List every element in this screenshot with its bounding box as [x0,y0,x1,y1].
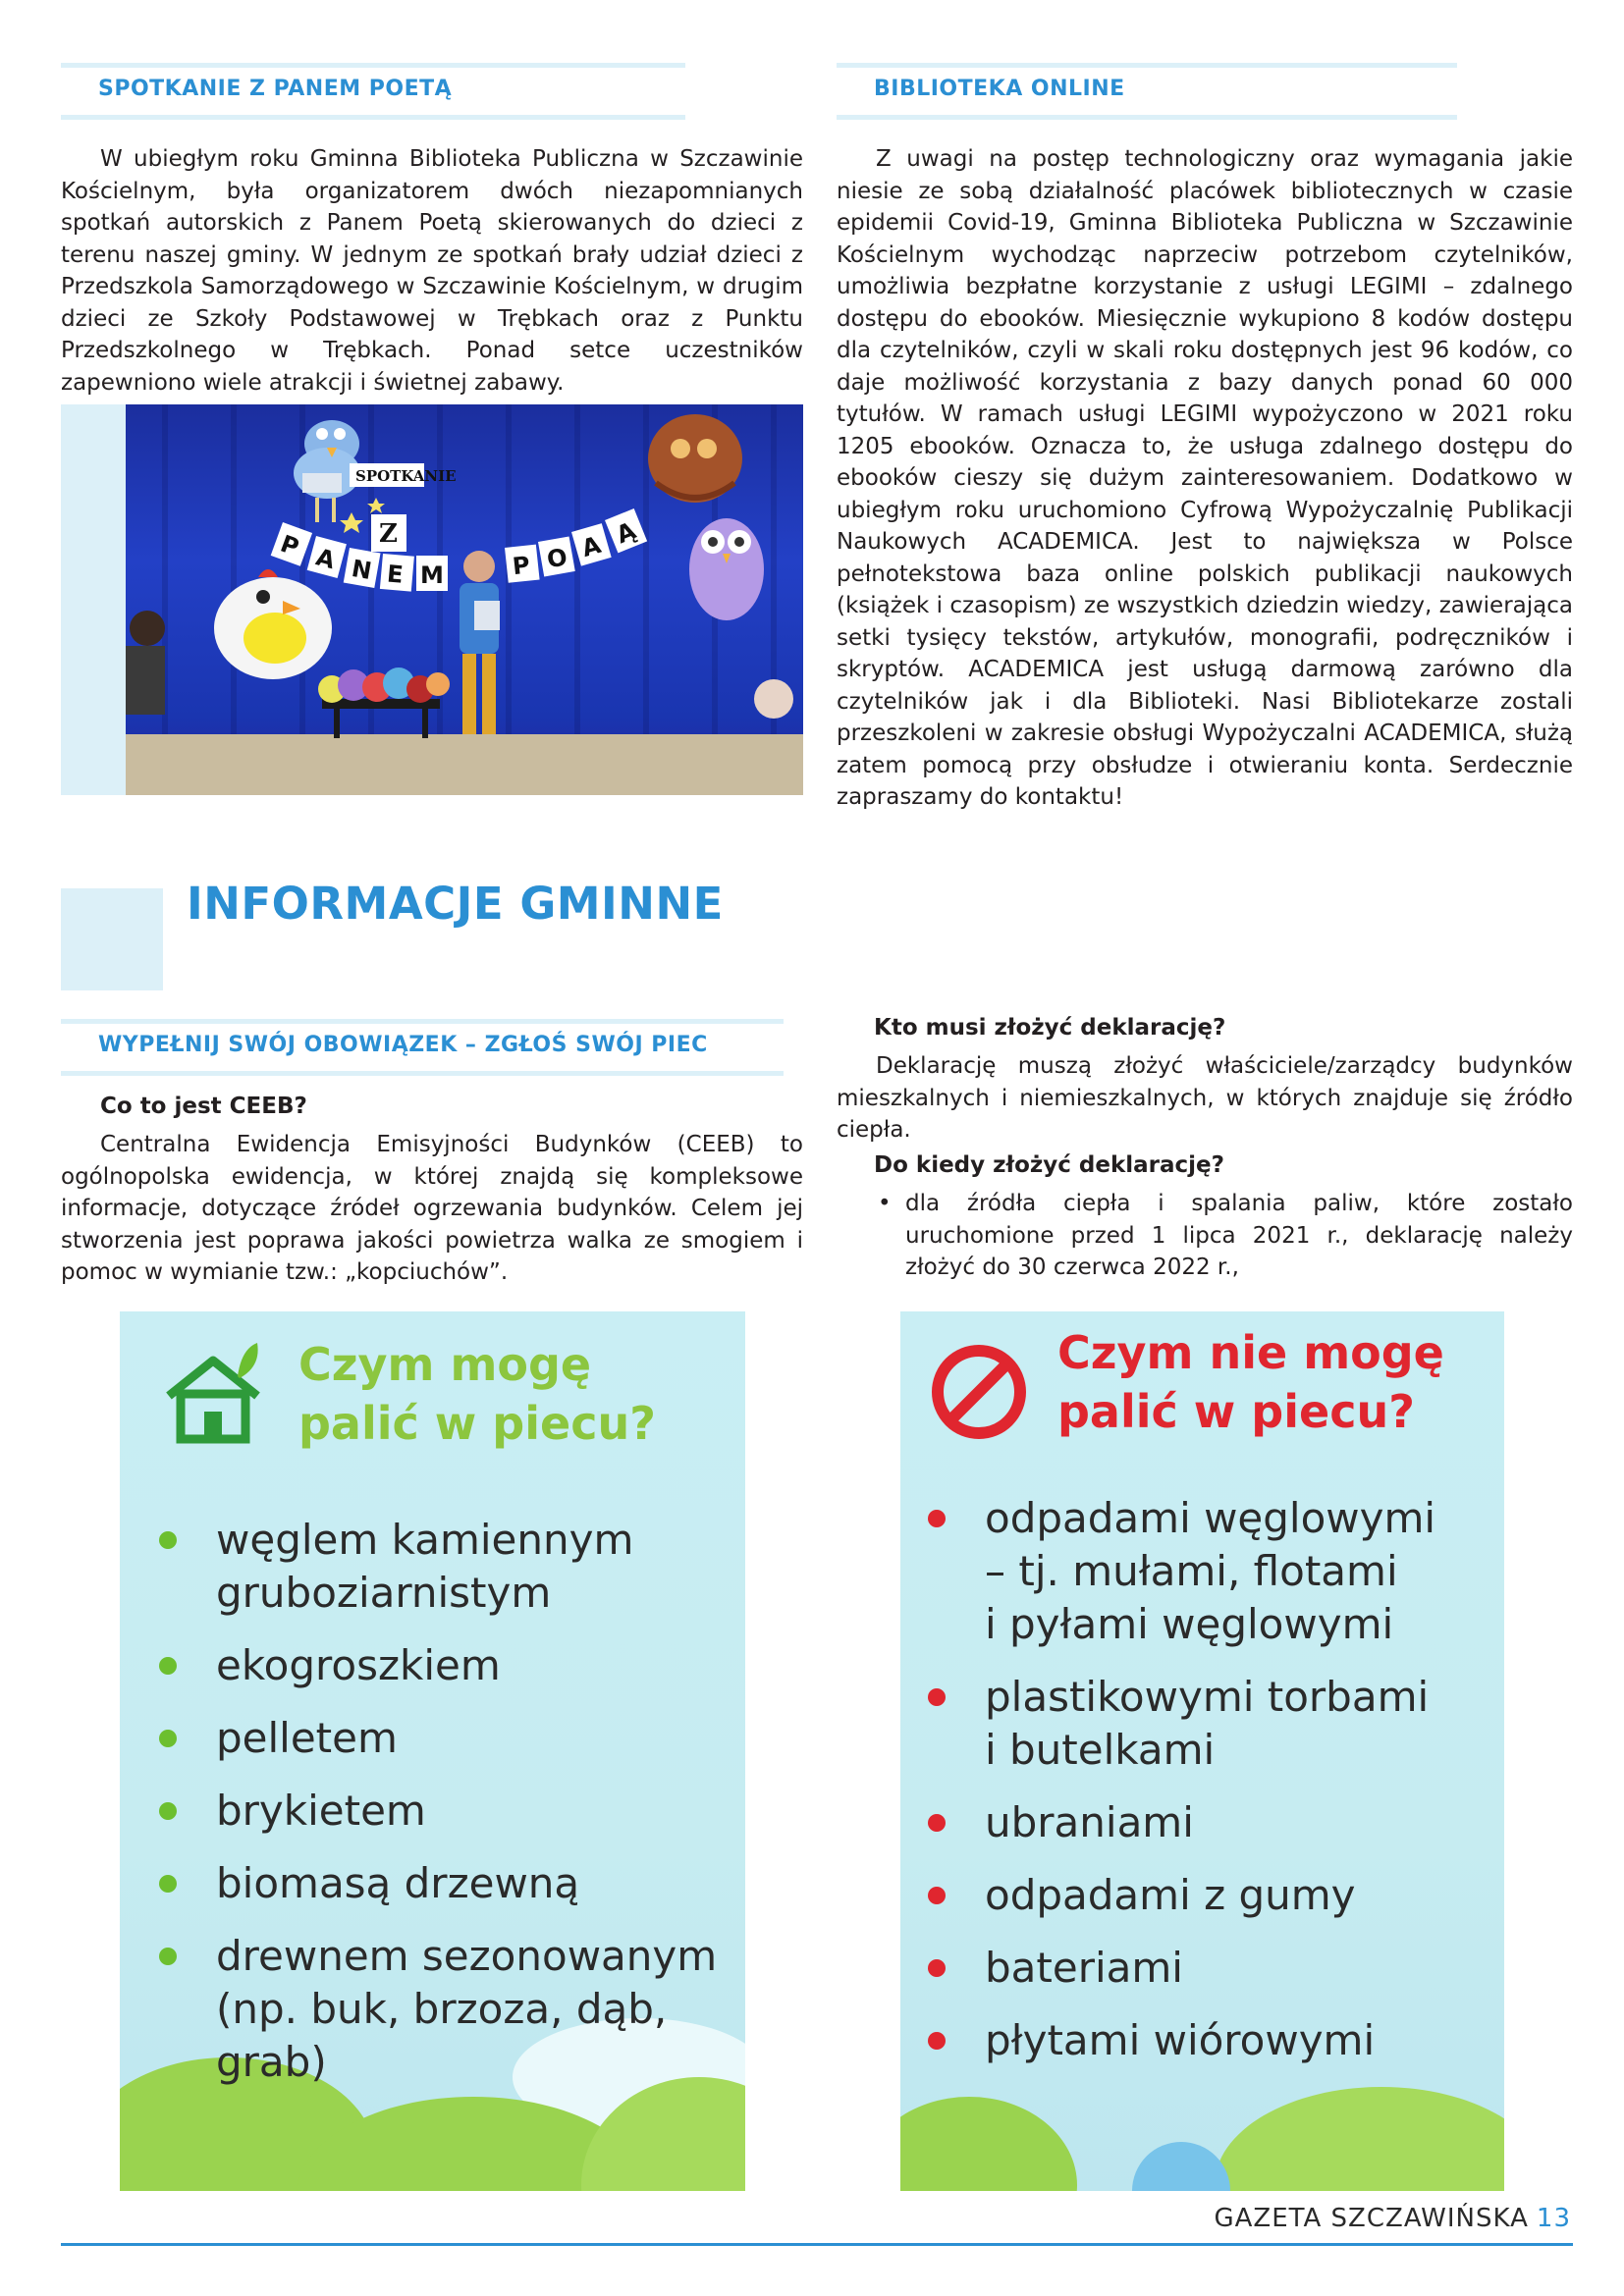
cannot-burn-list [928,1492,1497,2087]
bullet-dot [928,1510,946,1527]
can-burn-infographic [120,1311,745,2191]
photo-scene [126,404,803,795]
article-biblioteka-text: Z uwagi na postęp technologiczny oraz wymagania jakie niesie ze sobą działalność placówek bibliotecznych w czasie epidemii Covid-19, Gminna Biblioteka Publiczna w Szczawinie Kościelnym wychodząc naprzeciw potrzebom czytelników, umożliwia bezpłatne korzystanie z usługi LEGIMI – zdalnego dostępu do ebooków. Miesięcznie wykupiono 8 kodów dostępu dla czytelników, czyli w skali roku dostępnych jest 96 kodów, co daje możliwość korzystania z bazy danych ponad 60 000 tytułów. W ramach usługi LEGIMI wypożyczono w 2021 roku 1205 ebooków. Oznacza to, że usługa zdalnego dostępu do ebooków cieszy się dużym zainteresowaniem. Dodatkowo w ubiegłym roku uruchomiono Cyfrową Wypożyczalnię Publikacji Naukowych ACADEMICA. Jest to największa w Polsce pełnotekstowa baza online polskich publikacji naukowych (książek i czasopism) ze wszystkich dziedzin wiedzy, zawierająca setki tysięcy tekstów, artykułów, monografii, podręczników i skryptów. ACADEMICA jest usługą darmową zarówno dla czytelników jak i dla Biblioteki. Nasi Bibliotekarze zostali przeszkoleni w zakresie obsługi Wypożyczalni ACADEMICA, służą zatem pomocą przy obsłudze i otwieraniu konta. Serdecznie zapraszamy do kontaktu! [837,146,1573,810]
section-title: INFORMACJE GMINNE [187,878,724,930]
item-text: biomasą drzewną [216,1859,580,1907]
bullet-dot [159,1531,177,1549]
cannot-burn-item [928,1942,1497,1995]
can-burn-item [159,1930,729,2089]
item-text: płytami wiórowymi [985,2016,1376,2064]
can-burn-item [159,1785,729,1838]
svg-text:N: N [350,554,374,586]
bullet-dot [159,1802,177,1820]
article-spotkanie-text: W ubiegłym roku Gminna Biblioteka Publiczna w Szczawinie Kościelnym, była organizatorem dwóch niezapomnianych spotkań autorskich z Panem Poetą skierowanych do dzieci z terenu naszej gminy. W jednym ze spotkań brały udział dzieci z Przedszkola Samorządowego w Szczawinie Kościelnym, w drugim dzieci ze Szkoły Podstawowej w Trębkach oraz z Punktu Przedszkolnego w Trębkach. Ponad setce uczestników zapewniono wiele atrakcji i świetnej zabawy. [61,146,803,396]
page-number: 13 [1536,2204,1571,2233]
paper-purple-owl-decoration [689,518,764,620]
bullet-dot [159,1657,177,1675]
svg-text:E: E [386,560,405,589]
ceeb-answer: Centralna Ewidencja Emisyjności Budynków (CEEB) to ogólnopolska ewidencja, w której znajdą się kompleksowe informacje, dotyczące źródeł ogrzewania budynków. Celem jej stworzenia jest poprawa jakości powietrza walka ze smogiem i pomoc w wymianie tzw.: „kopciuchów”. [61,1132,803,1285]
section-heading-biblioteka [837,63,1457,120]
item-text: bateriami [985,1944,1183,1992]
item-text: plastikowymi torbami i butelkami [985,1673,1430,1774]
item-text: drewnem sezonowanym (np. buk, brzoza, dąb, grab) [216,1932,718,2086]
bullet-dot [159,1875,177,1893]
heading-rule-top [61,63,685,68]
item-text: odpadami węglowymi – tj. mułami, flotami i pyłami węglowymi [985,1494,1436,1648]
can-burn-item [159,1639,729,1692]
item-text: brykietem [216,1787,426,1835]
heading-rule-bottom [61,115,685,120]
bullet-dot [928,1887,946,1904]
globe-decoration [1132,2142,1230,2191]
garland-letters [271,508,647,592]
cannot-burn-item [928,1869,1497,1922]
paper-owl-decoration [648,414,742,503]
bullet-text: dla źródła ciepła i spalania paliw, które zostało uruchomione przed 1 lipca 2021 r., deklarację należy złożyć do 30 czerwca 2022 r., [905,1191,1573,1280]
bullet-dot [928,2032,946,2050]
section-heading-piec [61,1019,784,1076]
bullet-dot: • [878,1191,892,1216]
cannot-burn-item [928,1671,1497,1777]
can-burn-item [159,1514,729,1620]
heading-rule-bottom [61,1071,784,1076]
heading-label: SPOTKANIE Z PANEM POETĄ [98,77,453,101]
svg-text:A: A [578,530,604,563]
bullet-dot [928,1688,946,1706]
item-text: odpadami z gumy [985,1871,1356,1919]
cannot-burn-title: Czym nie mogę palić w piecu? [1057,1326,1444,1438]
can-burn-item [159,1712,729,1765]
publication-name: GAZETA SZCZAWIŃSKA [1214,2204,1529,2233]
bullet-dot [159,1948,177,1965]
photo-sign-text: SPOTKANIE [355,467,457,485]
footer-rule [61,2243,1573,2246]
section-heading-spotkanie [61,63,685,120]
svg-text:O: O [544,543,569,574]
section-title-marker [61,888,163,990]
when-bullet [874,1188,1573,1284]
heading-rule-top [61,1019,784,1024]
when-question: Do kiedy złożyć deklarację? [874,1152,1224,1178]
heading-label: BIBLIOTEKA ONLINE [874,77,1125,101]
toys-on-table [318,667,450,738]
item-text: węglem kamiennym gruboziarnistym [216,1516,634,1617]
can-burn-item [159,1857,729,1910]
item-text: ekogroszkiem [216,1641,501,1689]
svg-text:Ą: Ą [612,516,640,550]
heading-rule-top [837,63,1457,68]
who-question: Kto musi złożyć deklarację? [874,1015,1226,1041]
page-footer [1214,2204,1571,2233]
who-answer: Deklarację muszą złożyć właściciele/zarządcy budynków mieszkalnych i niemieszkalnych, w których znajduje się źródło ciepła. [837,1053,1573,1143]
presenter-figure [460,551,500,734]
prohibited-icon [928,1341,1030,1443]
cannot-burn-infographic [900,1311,1504,2191]
house-leaf-icon [159,1339,267,1447]
photo-stage [126,404,803,795]
svg-text:A: A [312,543,339,575]
item-text: pelletem [216,1714,398,1762]
bush-decoration [900,2097,1077,2191]
bullet-dot [159,1730,177,1747]
event-photo [61,404,803,795]
item-text: ubraniami [985,1798,1194,1846]
bush-decoration [1215,2087,1504,2191]
bullet-dot [928,1814,946,1832]
heading-label: WYPEŁNIJ SWÓJ OBOWIĄZEK – ZGŁOŚ SWÓJ PIEC [98,1033,708,1057]
svg-text:M: M [420,561,444,589]
can-burn-list [159,1514,729,2109]
svg-text:P: P [277,529,303,562]
ceeb-question: Co to jest CEEB? [100,1094,307,1119]
cannot-burn-item [928,1492,1497,1651]
cannot-burn-item [928,2014,1497,2067]
bullet-dot [928,1959,946,1977]
can-burn-title: Czym mogę palić w piecu? [298,1338,656,1450]
svg-text:P: P [511,551,532,581]
heading-rule-bottom [837,115,1457,120]
svg-text:Z: Z [379,519,398,549]
cannot-burn-item [928,1796,1497,1849]
